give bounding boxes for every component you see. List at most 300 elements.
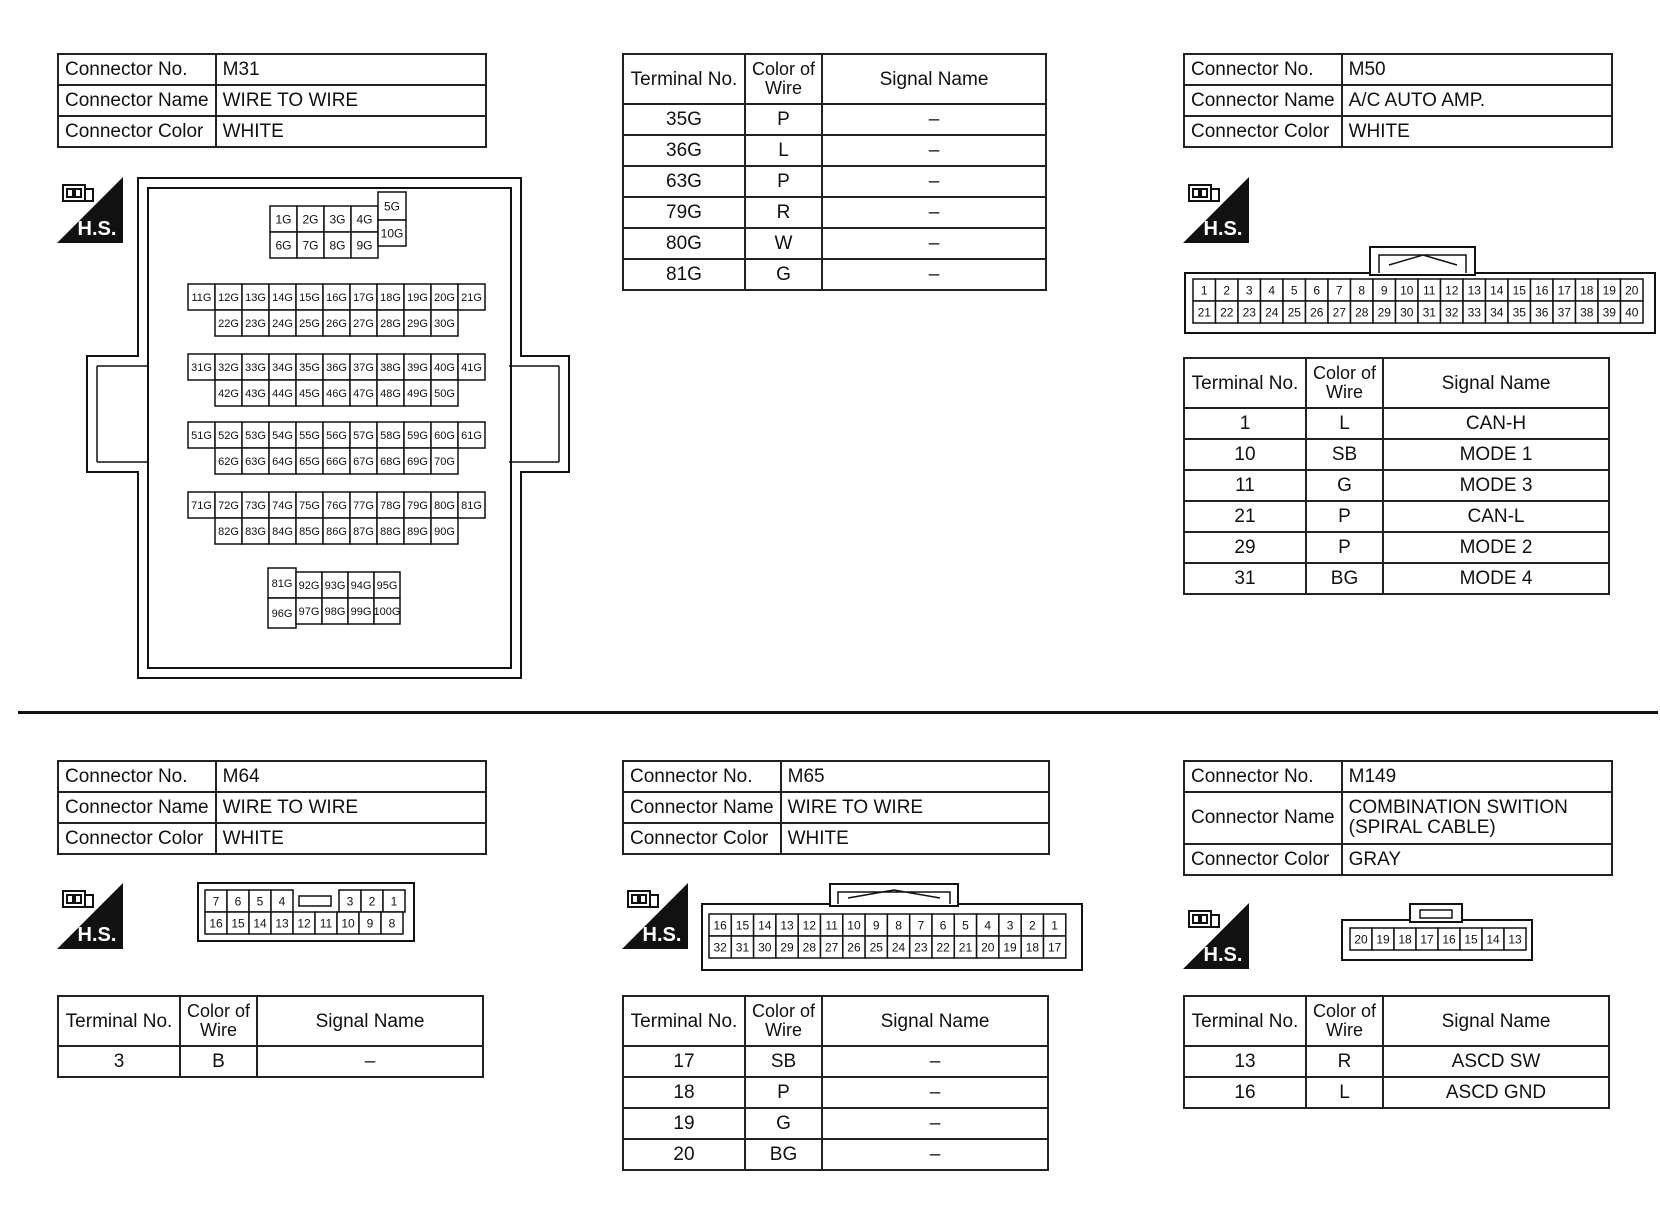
wire-color-cell: SB	[1306, 439, 1383, 470]
signal-name-header: Signal Name	[1383, 358, 1609, 408]
signal-name-cell: MODE 1	[1383, 439, 1609, 470]
pin-label: 77G	[353, 499, 374, 512]
pin-label: 10	[847, 918, 861, 933]
pin-label: 84G	[272, 525, 293, 538]
pin-label: 2	[368, 894, 376, 909]
pin-label: 29G	[407, 317, 428, 330]
pin-label: 24	[891, 940, 906, 955]
signal-name-header: Signal Name	[822, 996, 1048, 1046]
pin-label: 88G	[380, 525, 401, 538]
connector-name-label: Connector Name	[1184, 85, 1342, 116]
pin-label: 38	[1580, 305, 1594, 320]
pin-label: 2	[1029, 918, 1036, 933]
m50-connector-face	[1183, 245, 1658, 335]
pin-label: 18	[1025, 940, 1040, 955]
pin-label: 42G	[218, 387, 239, 400]
pin-label: 3	[1245, 283, 1253, 298]
pin-label: 5	[962, 918, 969, 933]
pin-label: 54G	[272, 429, 293, 442]
signal-name-cell: –	[257, 1046, 483, 1077]
wire-color-cell: G	[745, 1108, 822, 1139]
signal-name-cell: –	[822, 1139, 1048, 1170]
harness-side-icon	[1183, 177, 1249, 243]
connector-name-value: WIRE TO WIRE	[781, 792, 1049, 823]
color-of-wire-header: Color of Wire	[1306, 996, 1383, 1046]
wire-color-cell: P	[745, 166, 822, 197]
terminal-no-cell: 79G	[623, 197, 745, 228]
pin-label: 15	[1464, 932, 1478, 947]
pin-label: 6G	[275, 238, 292, 253]
pin-label: 10G	[380, 226, 404, 241]
signal-name-cell: MODE 4	[1383, 563, 1609, 594]
pin-label: 16G	[326, 291, 347, 304]
pin-label: 48G	[380, 387, 401, 400]
pin-label: 5	[256, 894, 264, 909]
connector-name-label: Connector Name	[58, 85, 216, 116]
pin-label: 7G	[302, 238, 319, 253]
pin-label: 28	[802, 940, 817, 955]
wire-color-cell: P	[1306, 532, 1383, 563]
pin-label: 1	[1200, 283, 1208, 298]
terminal-row	[623, 166, 1046, 197]
pin-label: 92G	[298, 579, 320, 592]
pin-label: 69G	[407, 455, 428, 468]
terminal-no-cell: 81G	[623, 259, 745, 290]
terminal-no-cell: 18	[623, 1077, 745, 1108]
pin-label: 30	[758, 940, 772, 955]
wire-color-cell: P	[745, 104, 822, 135]
pin-label: 25G	[299, 317, 320, 330]
pin-label: 8	[895, 918, 902, 933]
connector-no-label: Connector No.	[1184, 54, 1342, 85]
connector-name-value: A/C AUTO AMP.	[1342, 85, 1612, 116]
pin-label: 15	[1512, 283, 1526, 298]
pin-label: 95G	[376, 579, 398, 592]
hs-label: H.S.	[77, 218, 117, 240]
pin-label: 12	[1445, 283, 1459, 298]
pin-label: 19	[1003, 940, 1017, 955]
signal-name-cell: CAN-L	[1383, 501, 1609, 532]
pin-label: 63G	[245, 455, 266, 468]
terminal-no-cell: 36G	[623, 135, 745, 166]
pin-label: 26G	[326, 317, 347, 330]
m65-connector-face	[700, 882, 1085, 972]
pin-label: 98G	[324, 605, 346, 618]
pin-label: 24	[1265, 305, 1279, 320]
signal-name-cell: –	[822, 197, 1046, 228]
signal-name-cell: –	[822, 1077, 1048, 1108]
pin-label: 16	[713, 918, 727, 933]
pin-label: 33	[1467, 305, 1481, 320]
pin-label: 21	[1197, 305, 1211, 320]
pin-label: 83G	[245, 525, 266, 538]
pin-label: 20	[981, 940, 995, 955]
pin-label: 4	[984, 918, 992, 933]
m31-connector-face	[85, 176, 570, 682]
pin-label: 22	[1220, 305, 1234, 320]
terminal-no-cell: 20	[623, 1139, 745, 1170]
connector-color-value: GRAY	[1342, 844, 1612, 875]
pin-label: 96G	[271, 607, 293, 620]
pin-label: 14	[253, 916, 267, 931]
terminal-no-cell: 19	[623, 1108, 745, 1139]
wire-color-cell: R	[745, 197, 822, 228]
terminal-row	[623, 1046, 1048, 1077]
pin-label: 39G	[407, 361, 428, 374]
m50-terminal-table	[1183, 357, 1610, 595]
pin-label: 8	[1358, 283, 1366, 298]
pin-label: 13G	[245, 291, 266, 304]
pin-label: 4G	[356, 212, 373, 227]
pin-label: 93G	[324, 579, 346, 592]
wire-color-cell: B	[180, 1046, 257, 1077]
pin-label: 11G	[191, 291, 212, 304]
pin-label: 31	[735, 940, 750, 955]
pin-label: 13	[1467, 283, 1481, 298]
pin-label: 11	[1423, 283, 1436, 298]
connector-no-value: M50	[1342, 54, 1612, 85]
signal-name-cell: MODE 3	[1383, 470, 1609, 501]
terminal-row	[1184, 501, 1609, 532]
terminal-no-cell: 13	[1184, 1046, 1306, 1077]
wire-color-cell: G	[745, 259, 822, 290]
pin-label: 18	[1580, 283, 1594, 298]
wire-color-cell: BG	[745, 1139, 822, 1170]
connector-no-label: Connector No.	[1184, 761, 1342, 792]
terminal-no-cell: 80G	[623, 228, 745, 259]
pin-label: 34G	[272, 361, 293, 374]
pin-label: 26	[1310, 305, 1324, 320]
pin-label: 38G	[380, 361, 401, 374]
color-of-wire-header: Color of Wire	[745, 996, 822, 1046]
pin-label: 9	[872, 918, 880, 933]
pin-label: 11	[825, 918, 838, 933]
pin-label: 28	[1355, 305, 1369, 320]
pin-label: 6	[939, 918, 947, 933]
housing-latch	[1370, 247, 1475, 275]
pin-label: 25	[1287, 305, 1301, 320]
pin-label: 21	[958, 940, 973, 955]
terminal-no-cell: 63G	[623, 166, 745, 197]
pin-label: 37G	[353, 361, 374, 374]
m50-info-table	[1183, 53, 1613, 148]
pin-label: 32G	[218, 361, 239, 374]
pin-label: 87G	[353, 525, 374, 538]
connector-no-label: Connector No.	[58, 761, 216, 792]
pin-label: 51G	[191, 429, 212, 442]
terminal-no-header: Terminal No.	[1184, 996, 1306, 1046]
hs-label: H.S.	[1203, 218, 1243, 240]
connector-no-value: M65	[781, 761, 1049, 792]
pin-label: 6	[1313, 283, 1321, 298]
pin-label: 8	[388, 916, 396, 931]
pin-label: 89G	[407, 525, 428, 538]
signal-name-cell: ASCD SW	[1383, 1046, 1609, 1077]
pin-label: 16	[209, 916, 223, 931]
pin-label: 58G	[380, 429, 401, 442]
pin-label: 19	[1602, 283, 1616, 298]
m31-terminal-table	[622, 53, 1047, 291]
pin-label: 3	[1006, 918, 1014, 933]
pin-label: 17	[1557, 283, 1571, 298]
pin-label: 29	[780, 940, 794, 955]
pin-label: 13	[1508, 932, 1522, 947]
connector-name-label: Connector Name	[623, 792, 781, 823]
terminal-row	[623, 104, 1046, 135]
connector-color-value: WHITE	[216, 116, 486, 147]
pin-label: 66G	[326, 455, 347, 468]
wire-color-cell: R	[1306, 1046, 1383, 1077]
signal-name-header: Signal Name	[822, 54, 1046, 104]
pin-label: 30	[1400, 305, 1414, 320]
terminal-row	[623, 1077, 1048, 1108]
pin-label: 10	[341, 916, 355, 931]
pin-label: 82G	[218, 525, 239, 538]
terminal-row	[623, 1108, 1048, 1139]
pin-label: 99G	[350, 605, 372, 618]
terminal-no-header: Terminal No.	[58, 996, 180, 1046]
pin-label: 44G	[272, 387, 293, 400]
pin-label: 53G	[245, 429, 266, 442]
m149-connector-face	[1340, 902, 1550, 962]
signal-name-cell: ASCD GND	[1383, 1077, 1609, 1108]
pin-label: 35G	[299, 361, 320, 374]
signal-name-cell: MODE 2	[1383, 532, 1609, 563]
pin-label: 14G	[272, 291, 293, 304]
pin-label: 1G	[275, 212, 292, 227]
m149-terminal-table	[1183, 995, 1610, 1109]
terminal-no-cell: 10	[1184, 439, 1306, 470]
pin-label: 16	[1535, 283, 1549, 298]
signal-name-cell: –	[822, 1046, 1048, 1077]
hs-label: H.S.	[1203, 944, 1243, 966]
terminal-row	[623, 228, 1046, 259]
wire-color-cell: L	[745, 135, 822, 166]
pin-label: 55G	[299, 429, 320, 442]
pin-label: 4	[278, 894, 286, 909]
m65-terminal-table	[622, 995, 1049, 1171]
terminal-no-cell: 29	[1184, 532, 1306, 563]
section-divider	[18, 711, 1658, 714]
pin-label: 26	[847, 940, 861, 955]
pin-label: 94G	[350, 579, 372, 592]
terminal-row	[623, 135, 1046, 166]
pin-label: 78G	[380, 499, 401, 512]
pin-label: 16	[1442, 932, 1456, 947]
pin-label: 68G	[380, 455, 401, 468]
pin-label: 31	[1422, 305, 1436, 320]
terminal-no-header: Terminal No.	[623, 996, 745, 1046]
pin-label: 12	[297, 916, 311, 931]
connector-name-value: COMBINATION SWITION (SPIRAL CABLE)	[1342, 792, 1612, 844]
housing-latch	[830, 884, 958, 906]
connector-name-label: Connector Name	[1184, 792, 1342, 844]
pin-label: 67G	[353, 455, 374, 468]
signal-name-cell: CAN-H	[1383, 408, 1609, 439]
pin-label: 12	[802, 918, 817, 933]
pin-label: 1	[1051, 918, 1058, 933]
pin-label: 9G	[356, 238, 373, 253]
pin-label: 36	[1535, 305, 1549, 320]
connector-color-label: Connector Color	[1184, 116, 1342, 147]
pin-label: 5G	[383, 199, 401, 214]
pin-label: 7	[917, 918, 925, 933]
keyway-slot	[299, 896, 331, 906]
pin-label: 50G	[434, 387, 455, 400]
terminal-row	[1184, 470, 1609, 501]
m149-info-table	[1183, 760, 1613, 876]
pin-label: 85G	[299, 525, 320, 538]
pin-label: 79G	[407, 499, 428, 512]
pin-label: 33G	[245, 361, 266, 374]
pin-label: 6	[234, 894, 242, 909]
pin-label: 23	[914, 940, 928, 955]
m64-connector-face	[197, 882, 417, 944]
pin-label: 17G	[353, 291, 374, 304]
connector-name-label: Connector Name	[58, 792, 216, 823]
terminal-no-cell: 16	[1184, 1077, 1306, 1108]
pin-label: 14	[1490, 283, 1504, 298]
pin-label: 70G	[434, 455, 455, 468]
wire-color-cell: SB	[745, 1046, 822, 1077]
color-of-wire-header: Color of Wire	[745, 54, 822, 104]
signal-name-cell: –	[822, 259, 1046, 290]
pin-label: 73G	[245, 499, 266, 512]
connector-color-label: Connector Color	[1184, 844, 1342, 875]
pin-label: 14	[1486, 932, 1500, 947]
pin-label: 36G	[326, 361, 347, 374]
pin-label: 59G	[407, 429, 428, 442]
signal-name-cell: –	[822, 228, 1046, 259]
pin-label: 10	[1400, 283, 1414, 298]
pin-label: 15	[735, 918, 750, 933]
pin-label: 20	[1625, 283, 1639, 298]
connector-color-label: Connector Color	[58, 823, 216, 854]
wire-color-cell: L	[1306, 1077, 1383, 1108]
pin-label: 32	[713, 940, 727, 955]
pin-label: 76G	[326, 499, 347, 512]
pin-label: 9	[366, 916, 374, 931]
pin-label: 1	[390, 894, 398, 909]
pin-label: 13	[275, 916, 289, 931]
wire-color-cell: P	[745, 1077, 822, 1108]
pin-label: 60G	[434, 429, 455, 442]
pin-label: 19G	[407, 291, 428, 304]
pin-label: 15G	[299, 291, 320, 304]
pin-label: 5	[1290, 283, 1298, 298]
signal-name-cell: –	[822, 166, 1046, 197]
pin-label: 27	[824, 940, 839, 955]
pin-label: 4	[1268, 283, 1276, 298]
wire-color-cell: G	[1306, 470, 1383, 501]
pin-label: 46G	[326, 387, 347, 400]
hs-label: H.S.	[77, 924, 117, 946]
pin-label: 12G	[218, 291, 239, 304]
pin-label: 15	[231, 916, 245, 931]
pin-label: 24G	[272, 317, 293, 330]
terminal-row	[1184, 1077, 1609, 1108]
signal-name-cell: –	[822, 1108, 1048, 1139]
pin-label: 23G	[245, 317, 266, 330]
terminal-no-header: Terminal No.	[623, 54, 745, 104]
pin-label: 27	[1332, 305, 1346, 320]
terminal-row	[623, 259, 1046, 290]
connector-no-label: Connector No.	[623, 761, 781, 792]
pin-label: 64G	[272, 455, 293, 468]
connector-color-label: Connector Color	[58, 116, 216, 147]
terminal-row	[1184, 532, 1609, 563]
pin-label: 3	[346, 894, 354, 909]
terminal-row	[1184, 1046, 1609, 1077]
hs-label: H.S.	[642, 924, 682, 946]
pin-label: 19	[1376, 932, 1390, 947]
color-of-wire-header: Color of Wire	[180, 996, 257, 1046]
pin-label: 9	[1380, 283, 1388, 298]
pin-label: 61G	[461, 429, 482, 442]
pin-label: 29	[1377, 305, 1391, 320]
pin-label: 39	[1602, 305, 1616, 320]
pin-label: 49G	[407, 387, 428, 400]
terminal-row	[1184, 563, 1609, 594]
connector-color-value: WHITE	[781, 823, 1049, 854]
pin-label: 97G	[298, 605, 320, 618]
pin-label: 2	[1223, 283, 1231, 298]
connector-color-label: Connector Color	[623, 823, 781, 854]
pin-label: 11	[319, 916, 333, 931]
pin-label: 81G	[461, 499, 482, 512]
terminal-row	[1184, 439, 1609, 470]
terminal-row	[1184, 408, 1609, 439]
pin-label: 100G	[373, 605, 401, 618]
pin-label: 22G	[218, 317, 239, 330]
terminal-no-cell: 1	[1184, 408, 1306, 439]
connector-color-value: WHITE	[1342, 116, 1612, 147]
pin-label: 74G	[272, 499, 293, 512]
signal-name-header: Signal Name	[257, 996, 483, 1046]
m64-terminal-table	[57, 995, 484, 1078]
pin-label: 80G	[434, 499, 455, 512]
wire-color-cell: W	[745, 228, 822, 259]
pin-label: 23	[1242, 305, 1256, 320]
pin-label: 45G	[299, 387, 320, 400]
connector-no-value: M149	[1342, 761, 1612, 792]
m64-info-table	[57, 760, 487, 855]
pin-label: 41G	[461, 361, 482, 374]
pin-label: 28G	[380, 317, 401, 330]
pin-label: 25	[869, 940, 883, 955]
m31-info-table	[57, 53, 487, 148]
pin-label: 30G	[434, 317, 455, 330]
connector-no-value: M31	[216, 54, 486, 85]
pin-label: 8G	[329, 238, 346, 253]
pin-label: 13	[780, 918, 794, 933]
pin-label: 52G	[218, 429, 239, 442]
signal-name-cell: –	[822, 104, 1046, 135]
pin-label: 17	[1420, 932, 1434, 947]
pin-label: 2G	[302, 212, 319, 227]
pin-label: 37	[1557, 305, 1571, 320]
wire-color-cell: BG	[1306, 563, 1383, 594]
pin-label: 7	[1335, 283, 1343, 298]
pin-label: 34	[1490, 305, 1504, 320]
pin-label: 7	[212, 894, 220, 909]
connector-no-value: M64	[216, 761, 486, 792]
terminal-row	[623, 1139, 1048, 1170]
signal-name-header: Signal Name	[1383, 996, 1609, 1046]
pin-label: 3G	[329, 212, 346, 227]
pin-label: 14	[758, 918, 772, 933]
pin-label: 40G	[434, 361, 455, 374]
